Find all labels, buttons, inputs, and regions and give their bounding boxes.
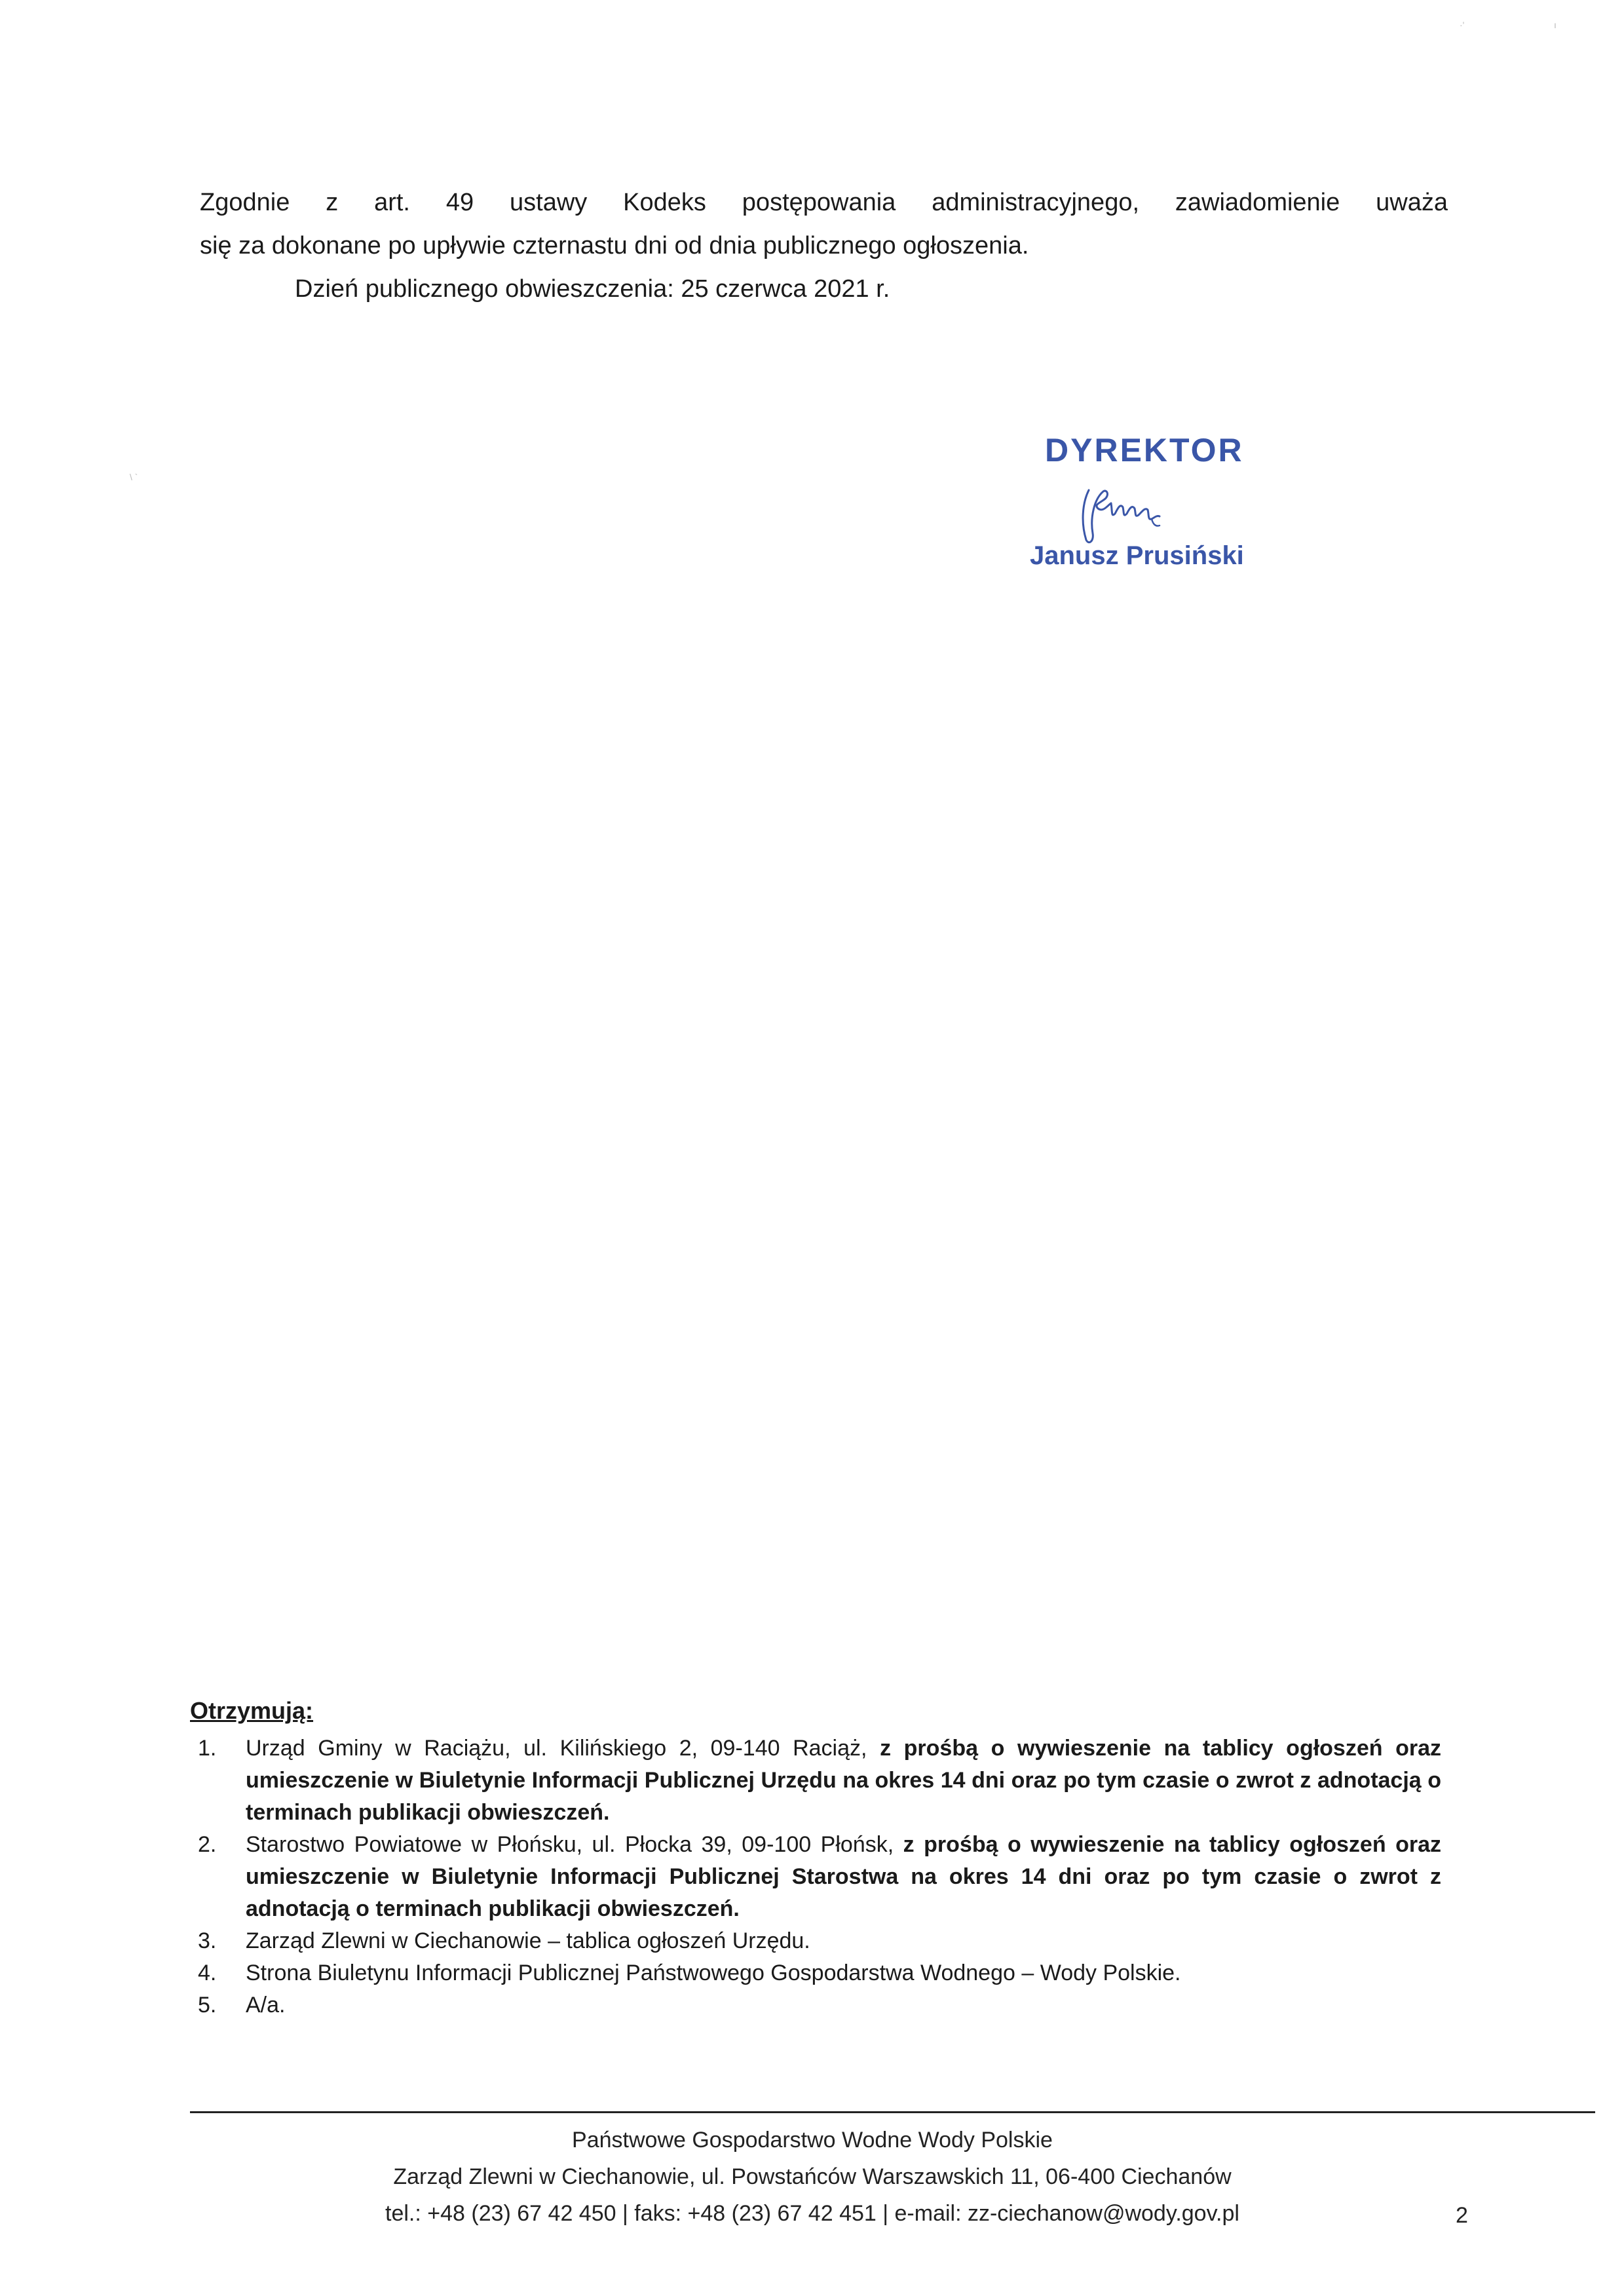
handwritten-signature — [1074, 477, 1166, 549]
list-item — [190, 1925, 1441, 1957]
list-item — [190, 1732, 1441, 1829]
list-item-number: 1. — [198, 1736, 217, 1761]
recipient-request: z prośbą o wywieszenie na tablicy ogłoszeń oraz umieszczenie w Biuletynie Informacji Publicznej Starostwa na okres 14 dni oraz po tym czasie o zwrot z adnotacją o terminach publikacji obwieszczeń. — [246, 1832, 1441, 1921]
scan-speck: \ ` — [130, 472, 138, 482]
recipient-address: A/a. — [246, 1993, 286, 2018]
body-paragraph-line: się za dokonane po upływie czternastu dni od dnia publicznego ogłoszenia. — [200, 232, 1029, 259]
list-item-number: 4. — [198, 1961, 217, 1985]
recipients-list — [190, 1732, 1441, 2021]
list-item-number: 5. — [198, 1993, 217, 2018]
recipients-heading: Otrzymują: — [190, 1697, 314, 1724]
footer-contact: tel.: +48 (23) 67 42 450 | faks: +48 (23) 67 42 451 | e-mail: zz-ciechanow@wody.gov.pl — [385, 2201, 1239, 2226]
footer-address: Zarząd Zlewni w Ciechanowie, ul. Powstańców Warszawskich 11, 06-400 Ciechanów — [393, 2164, 1232, 2189]
scan-speck: ·' — [1460, 20, 1465, 30]
list-item — [190, 1829, 1441, 1925]
publication-date-line: Dzień publicznego obwieszczenia: 25 czerwca 2021 r. — [295, 275, 890, 303]
list-item-number: 3. — [198, 1928, 217, 1953]
recipient-address: Zarząd Zlewni w Ciechanowie – tablica ogłoszeń Urzędu. — [246, 1928, 810, 1953]
recipient-address: Starostwo Powiatowe w Płońsku, ul. Płocka 39, 09-100 Płońsk, — [246, 1832, 903, 1857]
list-item — [190, 1957, 1441, 1989]
recipient-address: Urząd Gminy w Raciążu, ul. Kilińskiego 2, 09-140 Raciąż, — [246, 1736, 880, 1761]
list-item-number: 2. — [198, 1832, 217, 1857]
page-number: 2 — [1456, 2203, 1468, 2228]
footer-divider — [190, 2111, 1595, 2113]
footer-organization: Państwowe Gospodarstwo Wodne Wody Polskie — [572, 2128, 1053, 2152]
scan-speck: ı — [1554, 20, 1557, 30]
list-item — [190, 1989, 1441, 2021]
recipient-address: Strona Biuletynu Informacji Publicznej Państwowego Gospodarstwa Wodnego – Wody Polskie. — [246, 1961, 1181, 1985]
stamp-signatory-name: Janusz Prusiński — [1030, 541, 1244, 570]
recipient-request: z prośbą o wywieszenie na tablicy ogłoszeń oraz umieszczenie w Biuletynie Informacji Publicznej Urzędu na okres 14 dni oraz po tym czasie o zwrot z adnotacją o terminach publikacji obwieszczeń. — [246, 1736, 1442, 1825]
body-paragraph-line: Zgodnie z art. 49 ustawy Kodeks postępowania administracyjnego, zawiadomienie uważa — [200, 189, 1448, 216]
stamp-title: DYREKTOR — [1045, 432, 1244, 469]
footer — [197, 2122, 1428, 2232]
